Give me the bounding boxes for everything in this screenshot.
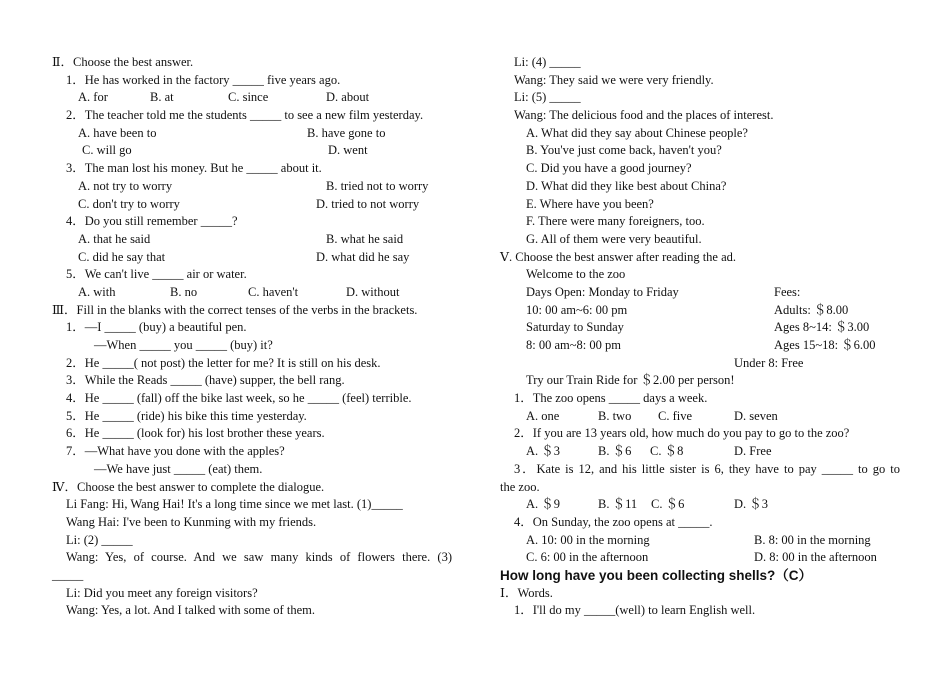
- ad-weekend-hours: 8: 00 am~8: 00 pm: [526, 338, 621, 352]
- option-c: C. will go: [82, 143, 132, 158]
- dialogue-line: _____: [52, 567, 84, 582]
- ad-adults-fee: Adults: ＄8.00: [774, 302, 849, 317]
- option-c: C. ＄6: [651, 497, 685, 512]
- ad-ages-15-18-fee: Ages 15~18: ＄6.00: [774, 338, 876, 352]
- option-a: A. 10: 00 in the morning: [526, 532, 650, 547]
- question-2-3: 3．The man lost his money. But he _____ about it.: [66, 161, 322, 176]
- dialogue-line: Wang: The delicious food and the places of interest.: [514, 108, 774, 123]
- option-b: B. tried not to worry: [326, 178, 429, 193]
- question-3-5: 5．He _____ (ride) his bike this time yesterday.: [66, 408, 307, 423]
- option-b: B. what he said: [326, 231, 404, 246]
- option-a: A. that he said: [78, 231, 151, 246]
- option-c: C. five: [658, 408, 693, 423]
- option-a: A. with: [78, 284, 116, 299]
- left-column: [52, 54, 452, 620]
- option-b: B. ＄6: [598, 444, 632, 459]
- ad-under-8-fee: Under 8: Free: [734, 355, 804, 370]
- options-row: [52, 231, 452, 249]
- ad-weekend: Saturday to Sunday: [526, 320, 624, 335]
- ad-fees-label: Fees:: [774, 284, 801, 299]
- ad-weekday-hours: 10: 00 am~6: 00 pm: [526, 302, 628, 317]
- options-row: [52, 125, 452, 143]
- ad-row: [500, 337, 900, 355]
- ad-title: Welcome to the zoo: [526, 267, 626, 282]
- section-5-title: Ⅴ. Choose the best answer after reading the ad.: [500, 249, 737, 264]
- dialogue-option: F. There were many foreigners, too.: [526, 214, 705, 229]
- question-3-3: 3．While the Reads _____ (have) supper, the bell rang.: [66, 373, 345, 388]
- option-a: A. have been to: [78, 125, 157, 140]
- options-row: [52, 284, 452, 302]
- option-a: A. not try to worry: [78, 178, 173, 193]
- dialogue-line: Wang: They said we were very friendly.: [514, 72, 714, 87]
- option-a: A. one: [526, 408, 560, 423]
- dialogue-line: Li: (5) _____: [514, 90, 581, 105]
- words-question-1: 1．I'll do my _____(well) to learn English well.: [514, 603, 756, 618]
- question-3-7a: 7．—What have you done with the apples?: [66, 444, 285, 459]
- options-row: [500, 408, 900, 426]
- question-3-7b: —We have just _____ (eat) them.: [94, 461, 263, 476]
- options-row: [500, 532, 900, 550]
- section-2-title: Ⅱ．Choose the best answer.: [52, 55, 194, 69]
- options-row: [52, 249, 452, 267]
- option-c: C. 6: 00 in the afternoon: [526, 550, 649, 565]
- question-3-6: 6．He _____ (look for) his lost brother these years.: [66, 426, 325, 441]
- option-c: C. did he say that: [78, 249, 166, 264]
- option-d: D. seven: [734, 408, 778, 423]
- dialogue-option: G. All of them were very beautiful.: [526, 231, 702, 246]
- options-row: [52, 178, 452, 196]
- dialogue-line: Li: (2) _____: [66, 532, 133, 547]
- option-b: B. at: [150, 90, 174, 105]
- option-d: D. tried to not worry: [316, 196, 420, 211]
- question-5-2: 2．If you are 13 years old, how much do you pay to go to the zoo?: [514, 426, 850, 441]
- question-3-4: 4．He _____ (fall) off the bike last week, so he _____ (feel) terrible.: [66, 391, 412, 406]
- dialogue-line: Wang: Yes, of course. And we saw many kinds of flowers there. (3): [66, 550, 452, 565]
- dialogue-option: E. Where have you been?: [526, 196, 654, 211]
- dialogue-line: Li Fang: Hi, Wang Hai! It's a long time since we met last. (1)_____: [66, 497, 403, 512]
- question-2-2: 2．The teacher told me the students _____ to see a new film yesterday.: [66, 108, 424, 123]
- question-5-3b: the zoo.: [500, 479, 540, 494]
- ad-ages-8-14-fee: Ages 8~14: ＄3.00: [774, 320, 870, 335]
- option-b: B. two: [598, 408, 632, 423]
- option-d: D. about: [326, 90, 370, 105]
- option-d: D. went: [328, 143, 368, 158]
- ad-train-ride: Try our Train Ride for ＄2.00 per person!: [526, 373, 735, 388]
- question-3-1b: —When _____ you _____ (buy) it?: [94, 338, 273, 352]
- option-b: B. 8: 00 in the morning: [754, 532, 871, 547]
- dialogue-option: C. Did you have a good journey?: [526, 161, 692, 176]
- option-b: B. no: [170, 284, 198, 299]
- option-c: C. ＄8: [650, 444, 684, 459]
- option-d: D. 8: 00 in the afternoon: [754, 550, 877, 565]
- dialogue-line: Wang: Yes, a lot. And I talked with some of them.: [66, 603, 315, 618]
- dialogue-option: B. You've just come back, haven't you?: [526, 143, 722, 158]
- options-row: [500, 443, 900, 461]
- ad-row: [500, 355, 900, 373]
- option-a: A. for: [78, 90, 108, 105]
- ad-row: [500, 302, 900, 320]
- option-a: A. ＄3: [526, 444, 561, 459]
- question-3-1a: 1．—I _____ (buy) a beautiful pen.: [66, 320, 247, 335]
- dialogue-line: Li: Did you meet any foreign visitors?: [66, 585, 258, 600]
- option-c: C. haven't: [248, 284, 299, 299]
- question-2-4: 4．Do you still remember _____?: [66, 214, 238, 229]
- options-row: [500, 496, 900, 514]
- question-5-1: 1．The zoo opens _____ days a week.: [514, 391, 708, 406]
- question-2-5: 5．We can't live _____ air or water.: [66, 267, 247, 282]
- dialogue-option: A. What did they say about Chinese people?: [526, 125, 748, 140]
- option-d: D. without: [346, 284, 400, 299]
- right-column: [500, 54, 900, 620]
- option-c: C. since: [228, 90, 269, 105]
- options-row: [500, 549, 900, 567]
- words-title: Ⅰ．Words.: [500, 585, 553, 600]
- ad-row: [500, 284, 900, 302]
- dialogue-option: D. What did they like best about China?: [526, 178, 727, 193]
- options-row: [52, 89, 452, 107]
- section-3-title: Ⅲ．Fill in the blanks with the correct tenses of the verbs in the brackets.: [52, 302, 418, 317]
- section-4-title: Ⅳ．Choose the best answer to complete the dialogue.: [52, 479, 325, 494]
- dialogue-line: Wang Hai: I've been to Kunming with my friends.: [66, 514, 317, 529]
- ad-days-open: Days Open: Monday to Friday: [526, 284, 679, 299]
- option-d: D. Free: [734, 444, 772, 459]
- ad-row: [500, 319, 900, 337]
- question-2-1: 1．He has worked in the factory _____ five years ago.: [66, 72, 341, 87]
- option-a: A. ＄9: [526, 497, 561, 512]
- question-5-4: 4．On Sunday, the zoo opens at _____.: [514, 514, 713, 529]
- question-5-3a: 3．Kate is 12, and his little sister is 6, they have to pay _____ to go to: [514, 461, 900, 476]
- option-b: B. ＄11: [598, 497, 638, 512]
- options-row: [52, 196, 452, 214]
- question-3-2: 2．He _____( not post) the letter for me? It is still on his desk.: [66, 355, 381, 370]
- option-d: D. ＄3: [734, 497, 769, 512]
- options-row: [52, 142, 452, 160]
- option-b: B. have gone to: [307, 125, 386, 140]
- unit-heading: How long have you been collecting shells?（C）: [500, 567, 813, 583]
- dialogue-line: Li: (4) _____: [514, 55, 581, 69]
- option-d: D. what did he say: [316, 249, 410, 264]
- option-c: C. don't try to worry: [78, 196, 180, 211]
